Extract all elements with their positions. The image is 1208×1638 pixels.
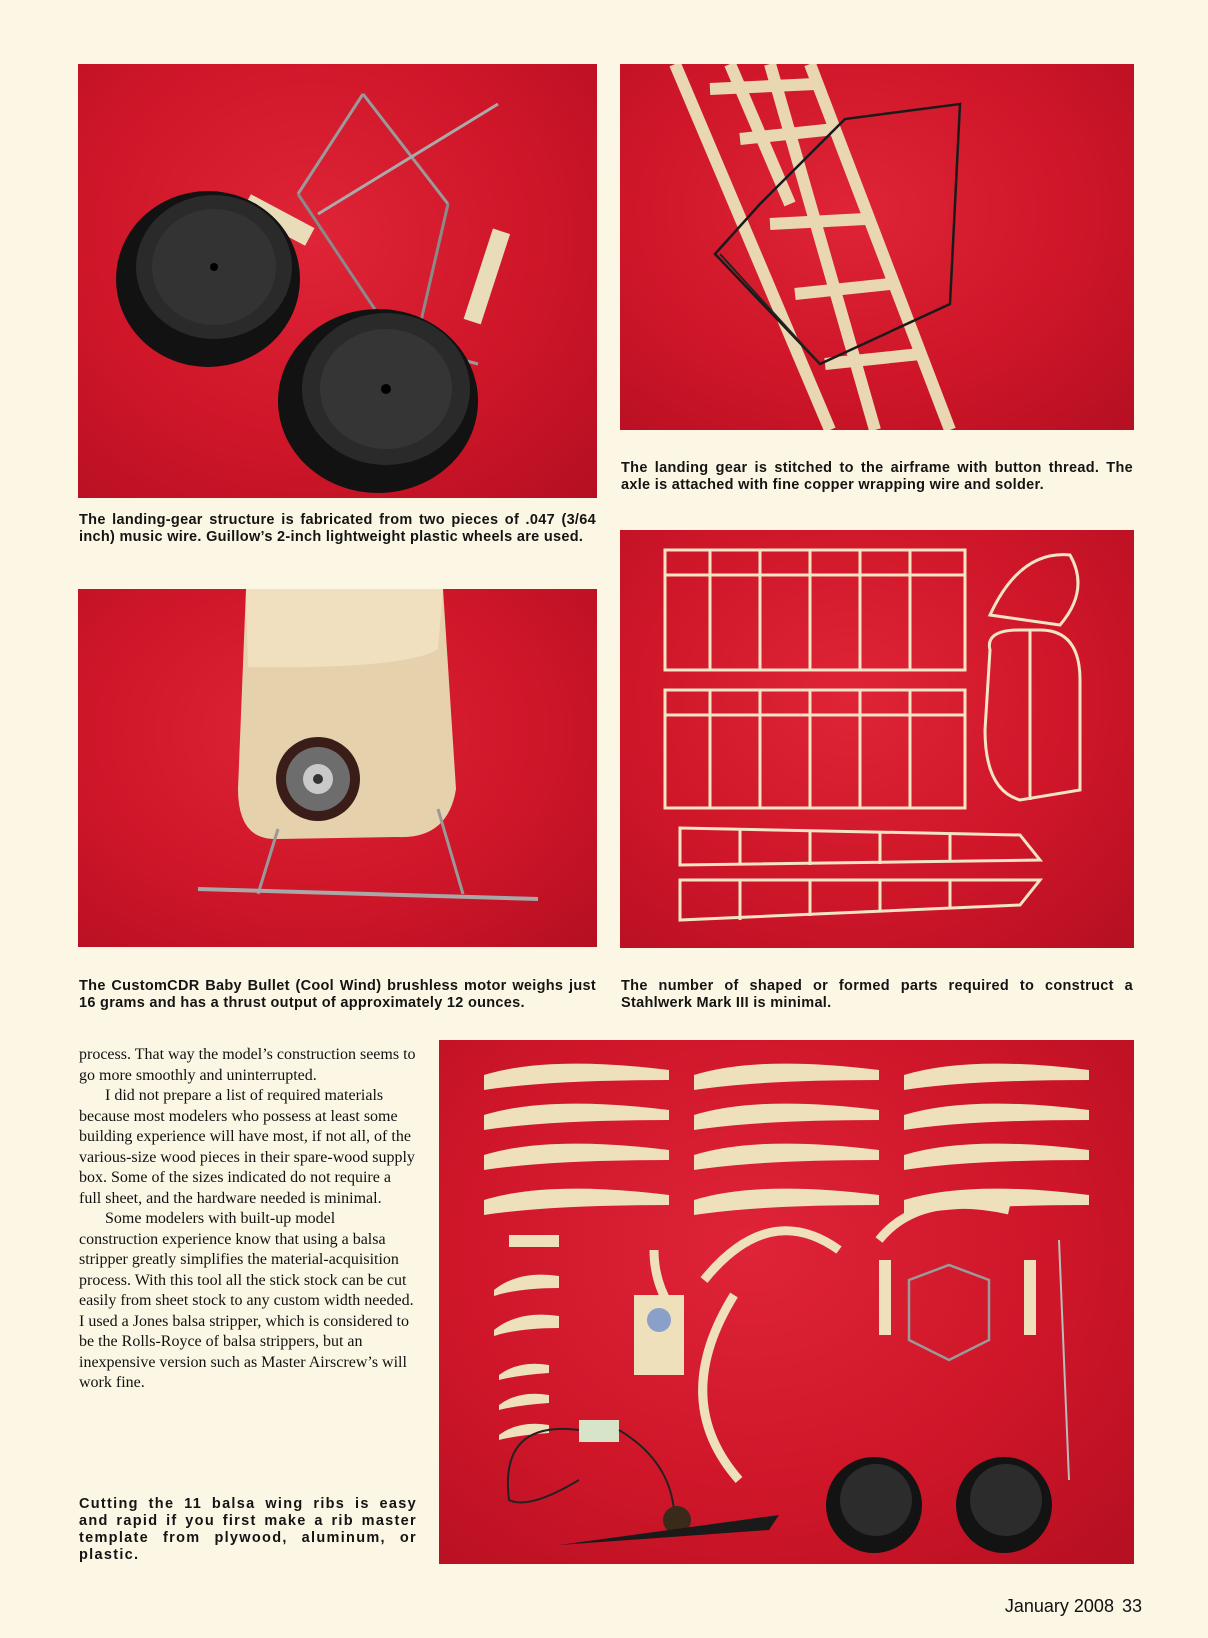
wing-ribs-illustration [439, 1040, 1134, 1564]
photo-brushless-motor [78, 589, 597, 947]
caption-landing-gear-structure: The landing-gear structure is fabricated from two pieces of .047 (3/64 inch) music wire. Guillow’s 2-inch lightweight plastic wheels are used. [79, 512, 596, 545]
photo-wing-ribs-and-hardware [439, 1040, 1134, 1564]
wing-parts-illustration [620, 530, 1134, 948]
photo-landing-gear-on-airframe [620, 64, 1134, 430]
page-number: 33 [1121, 1596, 1142, 1616]
body-text [79, 1045, 417, 1394]
photo-airframe-parts [620, 530, 1134, 948]
caption-landing-gear-stitched: The landing gear is stitched to the airframe with button thread. The axle is attached with fine copper wrapping wire and solder. [621, 460, 1133, 493]
body-paragraph: I did not prepare a list of required materials because most modelers who possess at least some building experience will have most, if not all, of the various-size wood pieces in their spare-wood supply box. Some of the sizes indicated do not require a full sheet, and the hardware needed is minimal. [79, 1087, 415, 1207]
page-folio [1005, 1596, 1142, 1617]
landing-gear-parts-illustration [78, 64, 597, 498]
folio-date: January 2008 [1004, 1596, 1114, 1616]
body-paragraph: process. That way the model’s construction seems to go more smoothly and uninterrupted. [79, 1046, 416, 1084]
caption-parts: The number of shaped or formed parts required to construct a Stahlwerk Mark III is minimal. [621, 978, 1133, 1011]
motor-illustration [78, 589, 597, 947]
caption-ribs: Cutting the 11 balsa wing ribs is easy and rapid if you first make a rib master template from plywood, aluminum, or plastic. [79, 1496, 417, 1563]
photo-landing-gear-parts [78, 64, 597, 498]
body-paragraph: Some modelers with built-up model construction experience know that using a balsa stripper greatly simplifies the material-acquisition process. With this tool all the stick stock can be cut easily from sheet stock to any custom width needed. I used a Jones balsa stripper, which is considered to be the Rolls-Royce of balsa strippers, but an inexpensive version such as Master Airscrew’s will work fine. [79, 1210, 414, 1391]
caption-motor: The CustomCDR Baby Bullet (Cool Wind) brushless motor weighs just 16 grams and has a thrust output of approximately 12 ounces. [79, 978, 596, 1011]
airframe-illustration [620, 64, 1134, 430]
